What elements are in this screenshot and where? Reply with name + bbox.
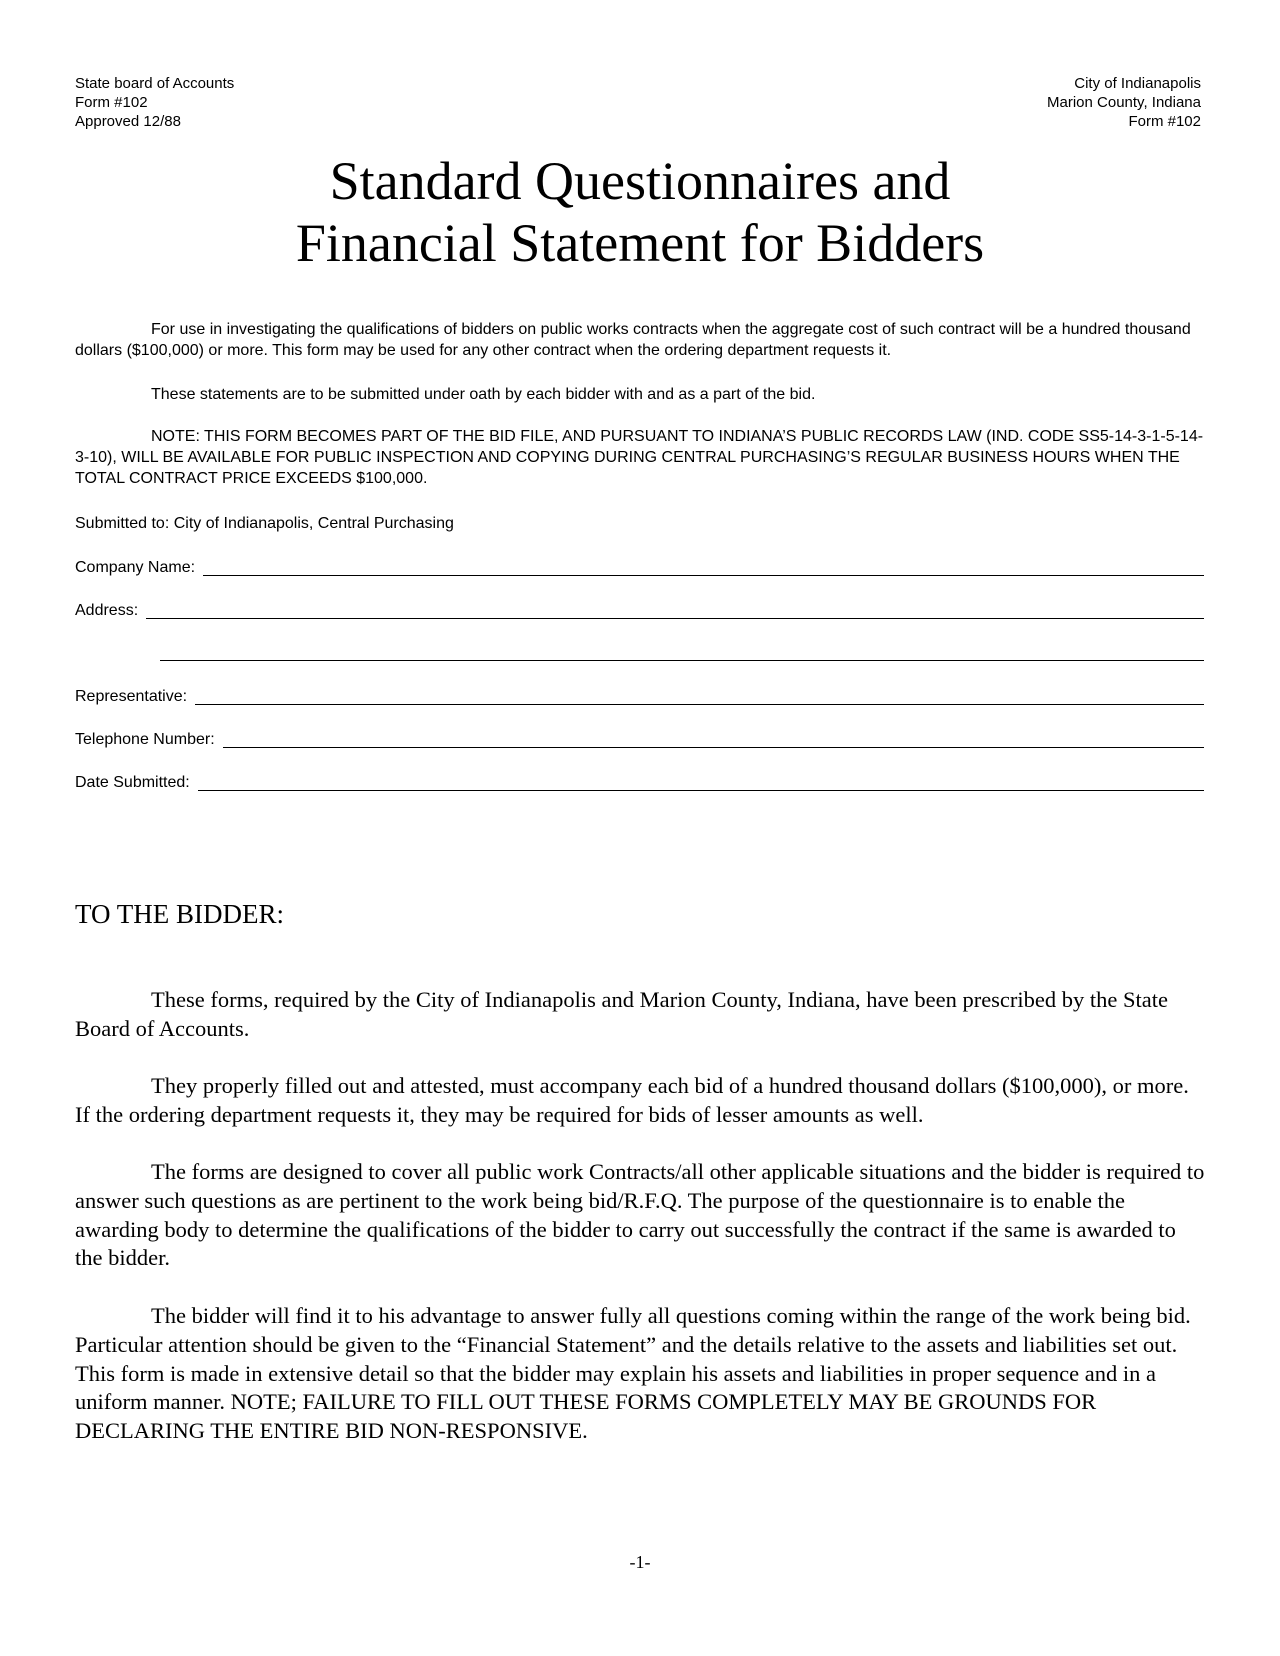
representative-field xyxy=(75,683,1204,707)
page-number: -1- xyxy=(629,1552,651,1572)
page-title xyxy=(0,150,1280,274)
to-the-bidder-heading: TO THE BIDDER: xyxy=(75,899,284,929)
address-second-input-line[interactable] xyxy=(160,642,1204,661)
date-submitted-field xyxy=(75,769,1204,793)
date-submitted-label: Date Submitted: xyxy=(75,774,190,791)
bidder-paragraph: These forms, required by the City of Indianapolis and Marion County, Indiana, have been prescribed by the State Board of Accounts. xyxy=(75,987,1169,1041)
company-name-label: Company Name: xyxy=(75,559,196,576)
page-title-line: Standard Questionnaires and xyxy=(329,151,951,211)
intro-paragraph: For use in investigating the qualifications of bidders on public works contracts when the aggregate cost of such contract will be a hundred thousand dollars ($100,000) or more. This form may be used for any other contract when the ordering department requests it. xyxy=(75,321,1191,359)
company-name-field xyxy=(75,554,1204,578)
header-right-line: Form #102 xyxy=(1128,113,1201,130)
address-field xyxy=(75,597,1204,621)
header-left-line: Approved 12/88 xyxy=(75,113,181,130)
header-right xyxy=(1047,74,1201,131)
public-records-note: NOTE: THIS FORM BECOMES PART OF THE BID FILE, AND PURSUANT TO INDIANA’S PUBLIC RECORDS LAW (IND. CODE SS5-14-3-1-5-14-3-10), WILL BE AVAILABLE FOR PUBLIC INSPECTION AND COPYING DURING CENTRAL PURCHASING’S REGULAR BUSINESS HOURS WHEN THE TOTAL CONTRACT PRICE EXCEEDS $100,000. xyxy=(75,428,1204,487)
date-submitted-input-line[interactable] xyxy=(198,772,1204,791)
representative-input-line[interactable] xyxy=(195,686,1204,705)
company-name-input-line[interactable] xyxy=(203,557,1204,576)
bidder-paragraph: The bidder will find it to his advantage to answer fully all questions coming within the range of the work being bid. Particular attention should be given to the “Financial Statement” and the details relative to the assets and liabilities set out. This form is made in extensive detail so that the bidder may explain his assets and liabilities in proper sequence and in a uniform manner. NOTE; FAILURE TO FILL OUT THESE FORMS COMPLETELY MAY BE GROUNDS FOR DECLARING THE ENTIRE BID NON-RESPONSIVE. xyxy=(75,1303,1191,1444)
telephone-field xyxy=(75,726,1204,750)
header-left xyxy=(75,74,234,131)
bidder-paragraph: They properly filled out and attested, must accompany each bid of a hundred thousand dollars ($100,000), or more. If the ordering department requests it, they may be required for bids of lesser amounts as well. xyxy=(75,1073,1189,1127)
header-left-line: State board of Accounts xyxy=(75,75,235,92)
address-input-line[interactable] xyxy=(146,600,1204,619)
telephone-label: Telephone Number: xyxy=(75,731,215,748)
oath-paragraph: These statements are to be submitted under oath by each bidder with and as a part of the bid. xyxy=(151,386,816,403)
page-title-line: Financial Statement for Bidders xyxy=(295,213,985,273)
address-label: Address: xyxy=(75,602,139,619)
bidder-paragraph: The forms are designed to cover all public work Contracts/all other applicable situations and the bidder is required to answer such questions as are pertinent to the work being bid/R.F.Q. The purpose of the questionnaire is to enable the awarding body to determine the qualifications of the bidder to carry out successfully the contract if the same is awarded to the bidder. xyxy=(75,1159,1205,1271)
submitted-to: Submitted to: City of Indianapolis, Central Purchasing xyxy=(75,515,454,532)
representative-label: Representative: xyxy=(75,688,188,705)
header-right-line: City of Indianapolis xyxy=(1074,75,1201,92)
header-left-line: Form #102 xyxy=(75,94,148,111)
telephone-input-line[interactable] xyxy=(223,729,1204,748)
header-right-line: Marion County, Indiana xyxy=(1047,94,1201,111)
address-second-line-field xyxy=(160,639,1204,663)
